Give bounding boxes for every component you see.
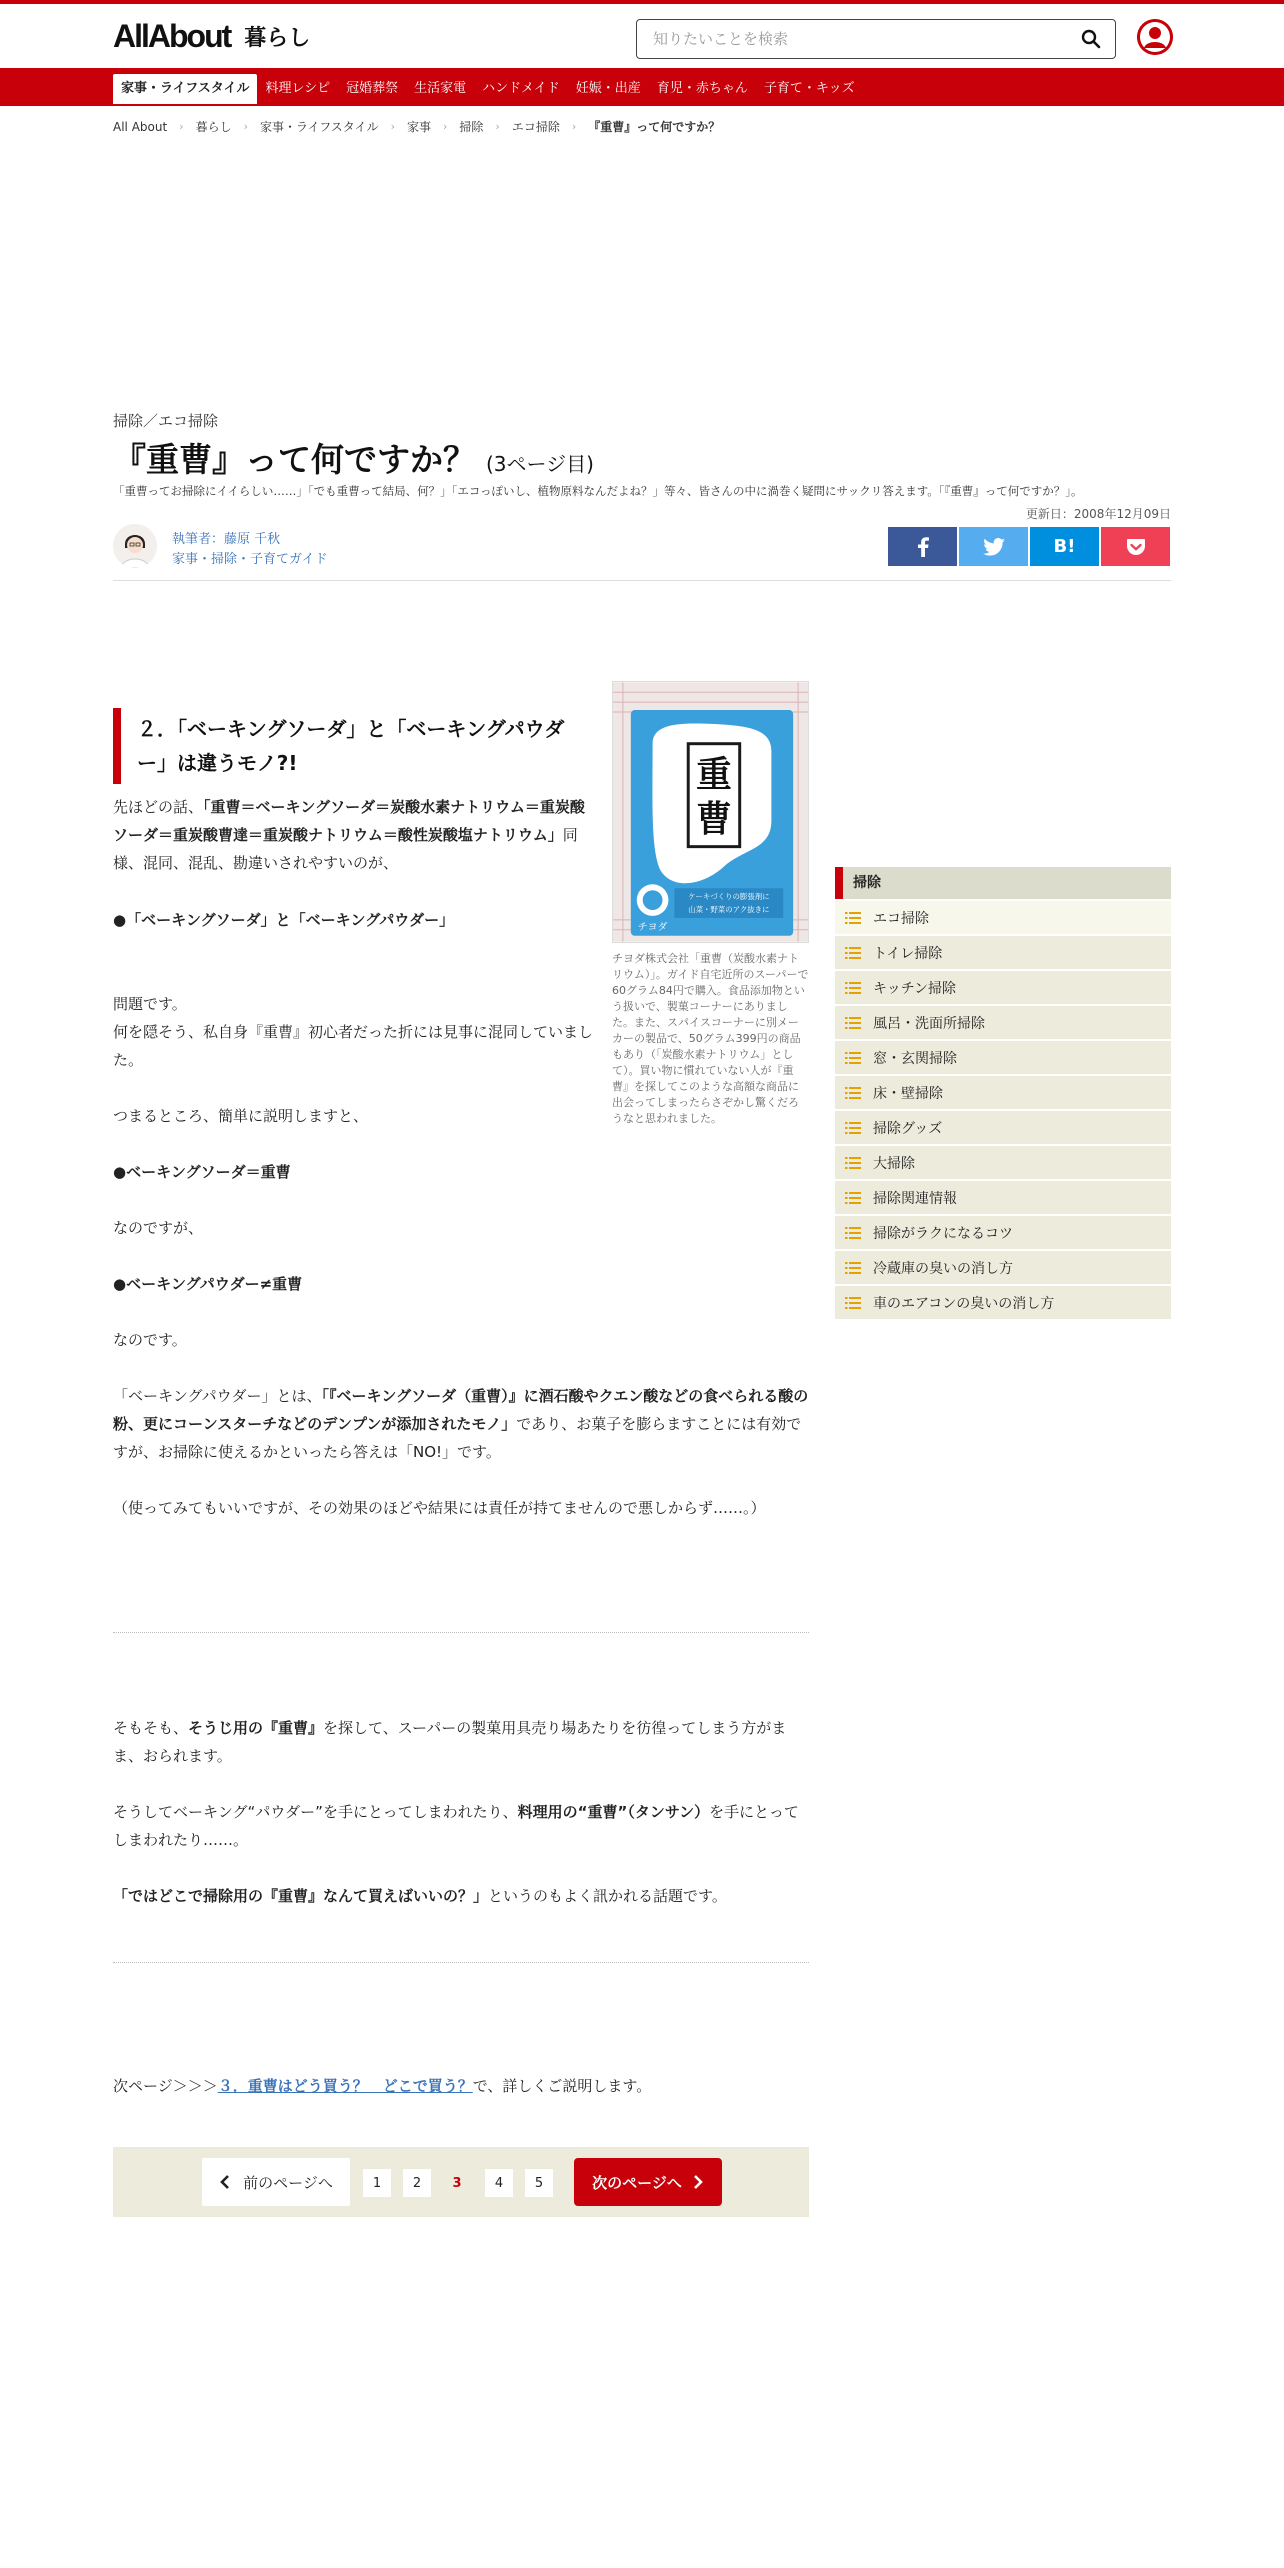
twitter-share-button[interactable] xyxy=(959,527,1028,566)
paragraph-8: ●ベーキングパウダー≠重曹 xyxy=(113,1275,303,1293)
svg-text:ケーキづくりの膨張剤に: ケーキづくりの膨張剤に xyxy=(688,892,770,902)
chevron-right-icon xyxy=(692,2175,704,2189)
sidebar-item[interactable] xyxy=(835,1006,1171,1039)
paragraph-1: 先ほどの話、「重曹＝ベーキングソーダ＝炭酸水素ナトリウム＝重炭酸ソーダ＝重炭酸曹達＝重炭酸ナトリウム＝酸性炭酸塩ナトリウム」同様、混同、混乱、勘違いされやすいのが、 xyxy=(113,798,585,872)
header-divider xyxy=(113,580,1171,581)
list-icon xyxy=(845,1226,861,1240)
breadcrumb-link[interactable]: 掃除 xyxy=(459,120,484,134)
paragraph-4: 何を隠そう、私自身『重曹』初心者だった折には見事に混同していました。 xyxy=(113,1023,594,1069)
category-nav xyxy=(0,68,1284,106)
photo-label-top: 重 xyxy=(696,754,732,796)
breadcrumb-link[interactable]: 家事・ライフスタイル xyxy=(260,120,379,134)
next-section-link[interactable]: ３．重曹はどう買う？ どこで買う？ xyxy=(217,2077,473,2095)
user-account-icon[interactable] xyxy=(1137,19,1173,55)
pocket-icon xyxy=(1126,538,1146,556)
sidebar-item[interactable] xyxy=(835,901,1171,934)
photo-caption: チヨダ株式会社「重曹（炭酸水素ナトリウム）」。ガイド自宅近所のスーパーで60グラム84円で購入。食品添加物という扱いで、製菓コーナーにありました。また、スパイスコーナーに別メーカーの製品で、50グラム399円の商品もあり（「炭酸水素ナトリウム」として）。買い物に慣れていない人が『重曹』を探してこのような高額な商品に出会ってしまったらさぞかし驚くだろうなと思われました。 xyxy=(612,952,809,1125)
list-icon xyxy=(845,1121,861,1135)
paragraph-3: 問題です。 xyxy=(113,995,187,1013)
sidebar-item-label: 床・壁掃除 xyxy=(873,1085,943,1102)
pocket-share-button[interactable] xyxy=(1101,527,1170,566)
list-icon xyxy=(845,981,861,995)
section-divider xyxy=(113,1632,809,1633)
sidebar-item[interactable] xyxy=(835,1041,1171,1074)
list-icon xyxy=(845,1261,861,1275)
facebook-share-button[interactable] xyxy=(888,527,957,566)
nav-item[interactable]: 料理レシピ xyxy=(265,81,331,96)
list-icon xyxy=(845,1296,861,1310)
sidebar-item[interactable] xyxy=(835,1286,1171,1319)
breadcrumb-link[interactable]: エコ掃除 xyxy=(511,120,560,134)
sidebar-category-menu xyxy=(835,867,1171,1319)
logo-channel-label: 暮らし xyxy=(244,25,311,51)
page-current-3: 3 xyxy=(452,2175,462,2191)
nav-item[interactable]: 冠婚葬祭 xyxy=(346,81,399,96)
sidebar-item[interactable] xyxy=(835,1251,1171,1284)
hatena-bookmark-button[interactable] xyxy=(1030,527,1099,566)
nav-item[interactable]: 育児・赤ちゃん xyxy=(656,81,748,96)
paragraph-7: なのですが、 xyxy=(113,1219,204,1237)
paragraph-12: そもそも、そうじ用の『重曹』を探して、スーパーの製菓用具売り場あたりを彷徨ってしまう方がまま、おられます。 xyxy=(113,1719,787,1765)
breadcrumb-separator-icon: › xyxy=(243,120,248,133)
paragraph-13: そうしてベーキング“パウダー”を手にとってしまわれたり、料理用の“重曹”（タンサン）を手にとってしまわれたり……。 xyxy=(113,1803,799,1849)
logo-text: AllAbout xyxy=(113,17,231,54)
paragraph-11: （使ってみてもいいですが、その効果のほどや結果には責任が持てませんので悪しからず……。） xyxy=(113,1499,766,1517)
list-icon xyxy=(845,1051,861,1065)
author-name-link[interactable]: 執筆者：藤原 千秋 xyxy=(172,532,281,547)
breadcrumb xyxy=(113,118,720,135)
list-icon xyxy=(845,1191,861,1205)
photo-label-bottom: 曹 xyxy=(696,798,732,840)
baking-soda-product-photo[interactable] xyxy=(612,681,809,943)
paragraph-6: ●ベーキングソーダ＝重曹 xyxy=(113,1163,291,1181)
svg-text:山菜・野菜のアク抜きに: 山菜・野菜のアク抜きに xyxy=(688,904,770,914)
breadcrumb-link[interactable]: All About xyxy=(113,119,168,134)
breadcrumb-link[interactable]: 暮らし xyxy=(195,120,232,134)
section-heading: ２．「ベーキングソーダ」と「ベーキングパウダー」は違うモノ?! xyxy=(113,708,583,784)
sidebar-item-label: 掃除グッズ xyxy=(873,1120,943,1137)
list-icon xyxy=(845,1016,861,1030)
next-page-note: 次ページ＞＞＞３．重曹はどう買う？ どこで買う？で、詳しくご説明します。 xyxy=(113,2077,652,2095)
prev-page-button[interactable]: 前のページへ xyxy=(202,2158,350,2206)
list-icon xyxy=(845,946,861,960)
sidebar-item[interactable] xyxy=(835,971,1171,1004)
sidebar-item-label: 大掃除 xyxy=(873,1155,915,1172)
list-icon xyxy=(845,1086,861,1100)
twitter-icon xyxy=(983,538,1005,556)
sidebar-item[interactable] xyxy=(835,1216,1171,1249)
breadcrumb-current: 『重曹』って何ですか？ xyxy=(588,120,721,134)
sidebar-item-label: 窓・玄関掃除 xyxy=(873,1050,957,1067)
paragraph-14: 「ではどこで掃除用の『重曹』なんて買えばいいの？」というのもよく訊かれる話題です。 xyxy=(113,1887,727,1905)
sidebar-item-label: 車のエアコンの臭いの消し方 xyxy=(873,1295,1055,1312)
page-number-label: (3ページ目) xyxy=(486,452,594,476)
list-icon xyxy=(845,911,861,925)
paragraph-5: つまるところ、簡単に説明しますと、 xyxy=(113,1107,369,1125)
pagination xyxy=(113,2147,809,2217)
updated-date: 更新日：2008年12月09日 xyxy=(1025,507,1171,521)
author-role-link[interactable]: 家事・掃除・子育てガイド xyxy=(172,552,328,567)
sidebar-item-label: キッチン掃除 xyxy=(873,980,957,997)
sidebar-item[interactable] xyxy=(835,1111,1171,1144)
nav-item[interactable]: ハンドメイド xyxy=(482,81,560,96)
sidebar-item-label: 風呂・洗面所掃除 xyxy=(873,1015,985,1032)
sidebar-item-label: エコ掃除 xyxy=(873,910,929,927)
page-link-2[interactable]: 2 xyxy=(403,2169,431,2197)
section-divider xyxy=(113,1962,809,1963)
author-avatar[interactable] xyxy=(113,524,157,568)
nav-item[interactable]: 子育て・キッズ xyxy=(763,81,855,96)
page-title: 『重曹』って何ですか？ (3ページ目) xyxy=(113,440,594,479)
sidebar-item[interactable] xyxy=(835,1146,1171,1179)
sidebar-item[interactable] xyxy=(835,1181,1171,1214)
article-lead: 「重曹ってお掃除にイイらしい……」「でも重曹って結局、何？」「エコっぽいし、植物原料なんだよね？」等々、皆さんの中に渦巻く疑問にサックリ答えます。「『重曹』って何ですか？」。 xyxy=(113,484,1083,498)
allabout-logo[interactable] xyxy=(113,16,310,56)
breadcrumb-separator-icon: › xyxy=(179,120,184,133)
sidebar-item-label: 掃除関連情報 xyxy=(873,1190,957,1207)
sidebar-item-label: トイレ掃除 xyxy=(873,945,943,962)
paragraph-10: 「ベーキングパウダー」とは、「『ベーキングソーダ（重曹）』に酒石酸やクエン酸などの食べられる酸の粉、更にコーンスターチなどのデンプンが添加されたモノ」であり、お菓子を膨らますことには有効ですが、お掃除に使えるかといったら答えは「NO!」です。 xyxy=(113,1387,809,1461)
hatena-icon: B! xyxy=(1053,536,1076,557)
sidebar-heading: 掃除 xyxy=(835,867,1171,899)
breadcrumb-link[interactable]: 家事 xyxy=(406,120,431,134)
list-icon xyxy=(845,1156,861,1170)
article-category: 掃除／エコ掃除 xyxy=(113,412,219,430)
share-buttons xyxy=(888,527,1170,566)
nav-item[interactable]: 家事・ライフスタイル xyxy=(113,74,257,104)
search-box xyxy=(636,19,1116,59)
paragraph-9: なのです。 xyxy=(113,1331,187,1349)
sidebar-item-label: 掃除がラクになるコツ xyxy=(873,1225,1013,1242)
breadcrumb-separator-icon: › xyxy=(495,120,500,133)
page-link-5[interactable]: 5 xyxy=(525,2169,553,2197)
site-header xyxy=(0,4,1284,68)
page-link-4[interactable]: 4 xyxy=(485,2169,513,2197)
nav-item[interactable]: 妊娠・出産 xyxy=(575,81,641,96)
sidebar-item[interactable] xyxy=(835,936,1171,969)
paragraph-2: ●「ベーキングソーダ」と「ベーキングパウダー」 xyxy=(113,911,455,929)
breadcrumb-separator-icon: › xyxy=(442,120,448,133)
chevron-left-icon xyxy=(219,2175,231,2189)
nav-item[interactable]: 生活家電 xyxy=(414,81,467,96)
facebook-icon xyxy=(917,537,929,557)
sidebar-item[interactable] xyxy=(835,1076,1171,1109)
photo-brand: チヨダ xyxy=(637,921,668,933)
page-link-1[interactable]: 1 xyxy=(363,2169,391,2197)
breadcrumb-separator-icon: › xyxy=(390,120,395,133)
next-page-button[interactable]: 次のページへ xyxy=(574,2158,722,2206)
sidebar-item-label: 冷蔵庫の臭いの消し方 xyxy=(873,1260,1013,1277)
search-input[interactable] xyxy=(637,20,1057,58)
breadcrumb-separator-icon: › xyxy=(571,120,577,133)
search-icon[interactable] xyxy=(1081,29,1101,49)
